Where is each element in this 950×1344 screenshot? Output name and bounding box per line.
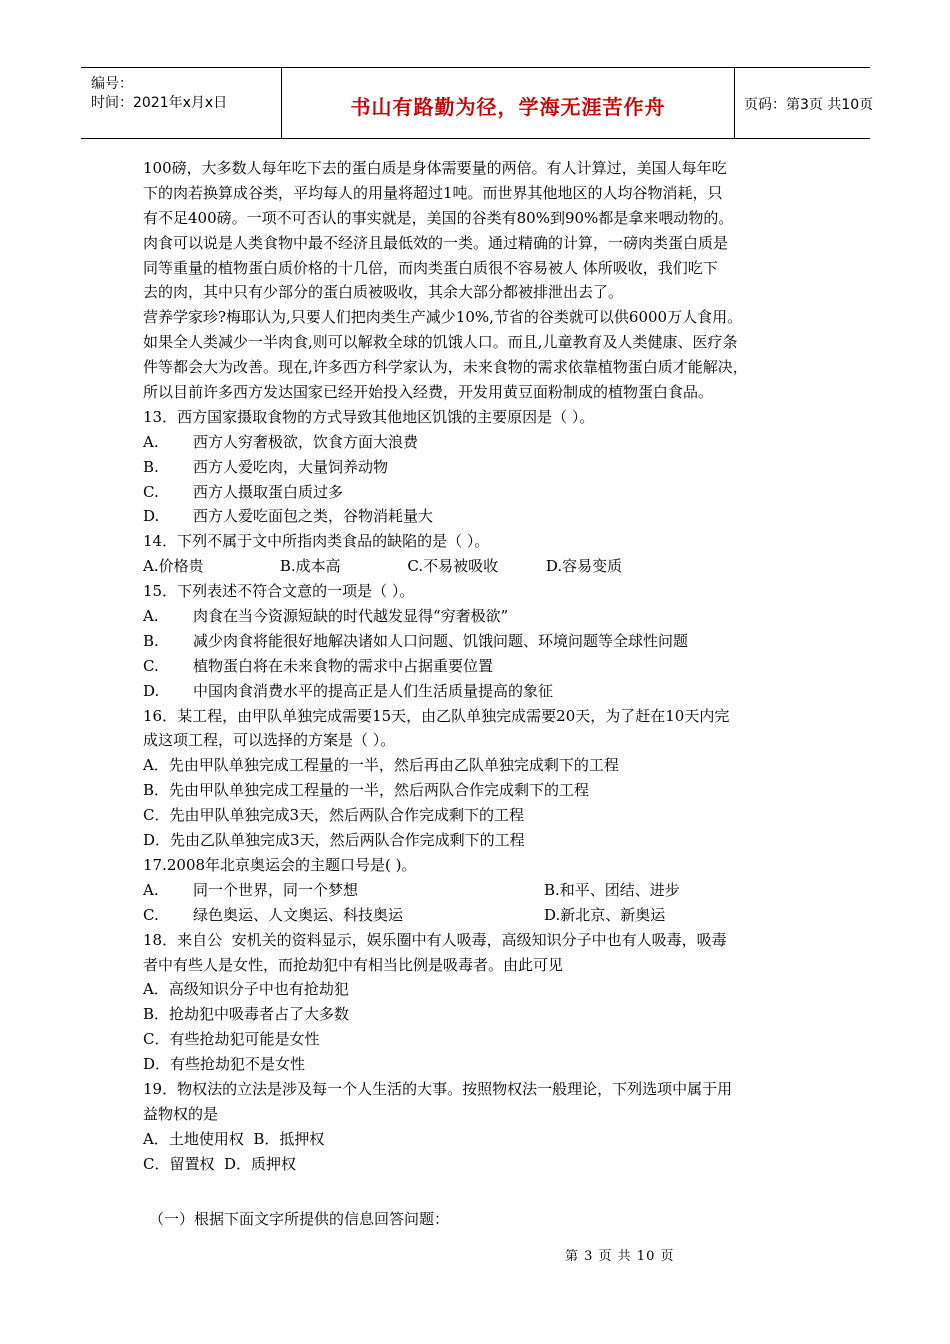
passage-line: 100磅，大多数人每年吃下去的蛋白质是身体需要量的两倍。有人计算过，美国人每年吃 xyxy=(143,159,727,177)
option-text: 植物蛋白将在未来食物的需求中占据重要位置 xyxy=(193,656,494,675)
option-text: 肉食在当今资源短缺的时代越发显得“穷奢极欲” xyxy=(193,607,509,626)
question-stem: 18．来自公 安机关的资料显示，娱乐圈中有人吸毒，高级知识分子中也有人吸毒，吸毒 xyxy=(143,930,727,949)
question-stem: 17.2008年北京奥运会的主题口号是( )。 xyxy=(143,855,417,874)
option-c: C．有些抢劫犯可能是女性 xyxy=(143,1030,320,1049)
question-stem: 13．西方国家摄取食物的方式导致其他地区饥饿的主要原因是（ ）。 xyxy=(143,407,595,426)
option-d xyxy=(143,679,811,704)
options-row xyxy=(143,903,811,928)
option-text: 西方人爱吃肉，大量饲养动物 xyxy=(193,457,389,476)
option-b xyxy=(143,455,811,480)
question-14 xyxy=(143,529,811,579)
reading-passage xyxy=(143,156,811,405)
option-a: A．高级知识分子中也有抢劫犯 xyxy=(143,980,349,999)
option-b: B.和平、团结、进步 xyxy=(544,880,680,899)
option-letter: C. xyxy=(143,905,159,924)
options-row xyxy=(143,878,811,903)
options-row: A．土地使用权 B．抵押权 xyxy=(143,1129,325,1148)
options-row: A.价格贵 B.成本高 C.不易被吸收 D.容易变质 xyxy=(143,557,623,576)
header-left-cell xyxy=(81,68,281,138)
option-c xyxy=(143,654,811,679)
option-letter: D. xyxy=(143,507,160,526)
option-letter: A. xyxy=(143,607,159,626)
option-d xyxy=(143,504,811,529)
option-d: D．先由乙队单独完成3天，然后两队合作完成剩下的工程 xyxy=(143,831,525,850)
question-17 xyxy=(143,853,811,928)
document-body xyxy=(143,156,811,1231)
number-label: 编号： xyxy=(91,76,133,92)
question-15 xyxy=(143,579,811,703)
option-a xyxy=(143,430,811,455)
option-letter: D. xyxy=(143,681,160,700)
option-text: 减少肉食将能很好地解决诸如人口问题、饥饿问题、环境问题等全球性问题 xyxy=(193,631,689,650)
option-text: 中国肉食消费水平的提高正是人们生活质量提高的象征 xyxy=(193,681,554,700)
time-label: 时间：2021年x月x日 xyxy=(91,95,228,111)
option-letter: A. xyxy=(143,432,159,451)
header-motto-cell xyxy=(281,68,735,138)
option-b: B．先由甲队单独完成工程量的一半，然后两队合作完成剩下的工程 xyxy=(143,781,590,800)
option-letter: A. xyxy=(143,880,159,899)
passage-line: 去的肉，其中只有少部分的蛋白质被吸收，其余大部分都被排泄出去了。 xyxy=(143,283,624,302)
question-19 xyxy=(143,1077,811,1177)
option-letter: B. xyxy=(143,457,159,476)
question-13 xyxy=(143,405,811,529)
motto-text: 书山有路勤为径，学海无涯苦作舟 xyxy=(350,95,666,119)
option-c-text: 绿色奥运、人文奥运、科技奥运 xyxy=(193,905,404,924)
option-a-text: 同一个世界，同一个梦想 xyxy=(193,880,359,899)
passage-line: 如果全人类减少一半肉食,则可以解救全球的饥饿人口。而且,儿童教育及人类健康、医疗条 xyxy=(143,333,738,352)
option-text: 西方人穷奢极欲，饮食方面大浪费 xyxy=(193,432,419,451)
question-stem: 益物权的是 xyxy=(143,1104,219,1123)
option-a xyxy=(143,604,811,629)
header-page-info: 页码：第3页 共10页 xyxy=(744,97,874,113)
question-stem: 15．下列表述不符合文意的一项是（ ）。 xyxy=(143,582,415,601)
option-c xyxy=(143,480,811,505)
option-c: C．先由甲队单独完成3天，然后两队合作完成剩下的工程 xyxy=(143,806,525,825)
option-text: 西方人爱吃面包之类，谷物消耗量大 xyxy=(193,507,434,526)
option-b: B．抢劫犯中吸毒者占了大多数 xyxy=(143,1005,350,1024)
option-letter: C. xyxy=(143,482,159,501)
question-stem: 16．某工程，由甲队单独完成需要15天，由乙队单独完成需要20天，为了赶在10天内完 xyxy=(143,706,730,725)
option-b xyxy=(143,629,811,654)
passage-line: 肉食可以说是人类食物中最不经济且最低效的一类。通过精确的计算，一磅肉类蛋白质是 xyxy=(143,233,729,252)
question-stem: 19．物权法的立法是涉及每一个人生活的大事。按照物权法一般理论，下列选项中属于用 xyxy=(143,1079,733,1098)
question-stem: 14．下列不属于文中所指肉类食品的缺陷的是（ ）。 xyxy=(143,532,490,551)
options-row: C．留置权 D．质押权 xyxy=(143,1154,297,1173)
option-d: D.新北京、新奥运 xyxy=(544,905,666,924)
passage-line: 营养学家珍?梅耶认为,只要人们把肉类生产减少10%,节省的谷类就可以供6000万人食用。 xyxy=(143,308,743,327)
page-header xyxy=(81,67,874,139)
question-stem: 者中有些人是女性，而抢劫犯中有相当比例是吸毒者。由此可见 xyxy=(143,955,564,974)
question-16 xyxy=(143,704,811,853)
footer-page-number: 第 3 页 共 10 页 xyxy=(565,1249,675,1264)
option-d: D．有些抢劫犯不是女性 xyxy=(143,1055,306,1074)
passage-line: 所以目前许多西方发达国家已经开始投入经费，开发用黄豆面粉制成的植物蛋白食品。 xyxy=(143,383,714,402)
passage-line: 下的肉若换算成谷类，平均每人的用量将超过1吨。而世界其他地区的人均谷物消耗，只 xyxy=(143,183,723,202)
header-page-cell xyxy=(734,68,874,138)
question-18 xyxy=(143,928,811,1077)
passage-line: 件等都会大为改善。现在,许多西方科学家认为，未来食物的需求依靠植物蛋白质才能解决， xyxy=(143,358,748,377)
option-text: 西方人摄取蛋白质过多 xyxy=(193,482,344,501)
section-heading: （一）根据下面文字所提供的信息回答问题： xyxy=(149,1209,450,1228)
passage-line: 有不足400磅。一项不可否认的事实就是，美国的谷类有80%到90%都是拿来喂动物的。 xyxy=(143,208,734,227)
passage-line: 同等重量的植物蛋白质价格的十几倍，而肉类蛋白质很不容易被人 体所吸收，我们吃下 xyxy=(143,258,718,277)
option-a: A．先由甲队单独完成工程量的一半，然后再由乙队单独完成剩下的工程 xyxy=(143,756,619,775)
option-letter: B. xyxy=(143,631,159,650)
question-stem: 成这项工程，可以选择的方案是（ ）。 xyxy=(143,731,396,750)
option-letter: C. xyxy=(143,656,159,675)
